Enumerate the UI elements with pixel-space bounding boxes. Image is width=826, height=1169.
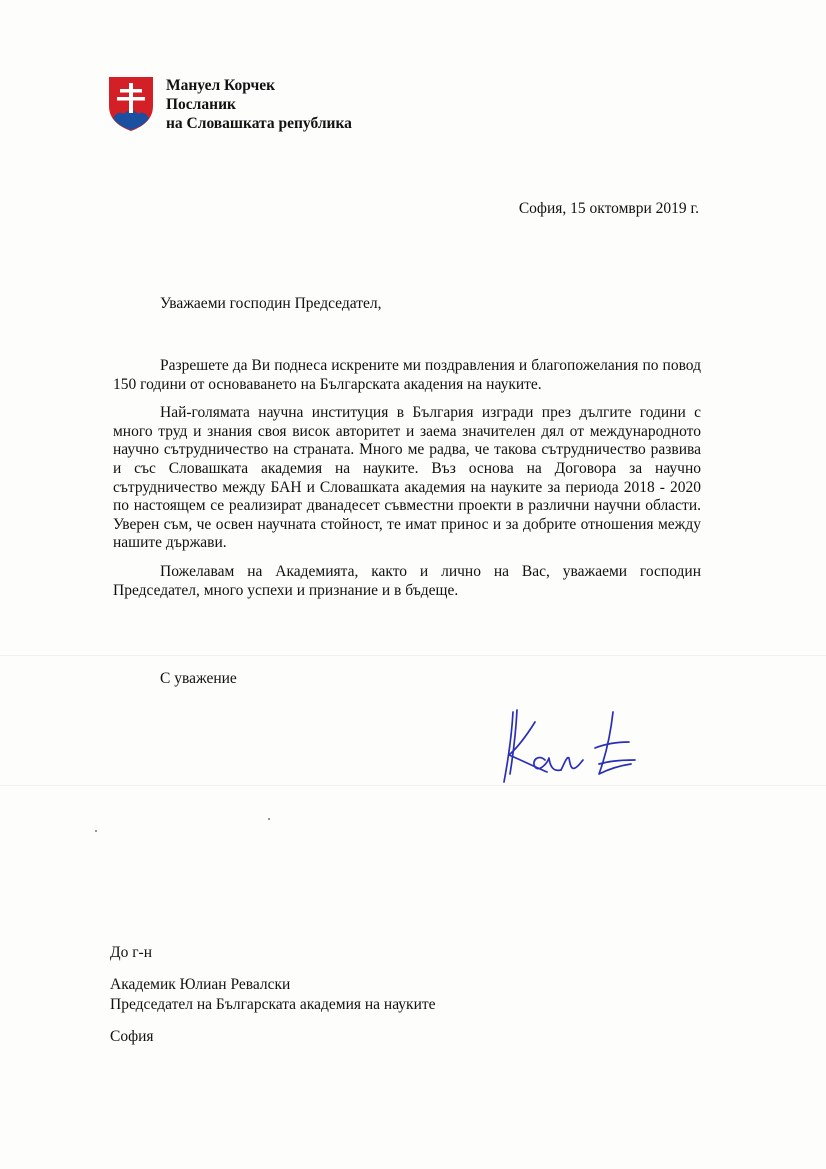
paper-speck <box>95 830 97 832</box>
recipient-prefix: До г-н <box>110 944 153 961</box>
sender-organization: на Словашката република <box>166 115 352 132</box>
body-paragraph: Разрешете да Ви поднеса искрените ми поздравления и благопожелания по повод 150 години от основаването на Българската акадения на науките. <box>113 357 701 393</box>
handwritten-signature <box>495 700 645 790</box>
body-paragraph: Най-голямата научна институция в България изгради през дългите години с много труд и знания своя висок авторитет и заема значителен дял от международното научно сътрудничество на страната. Много ме радва, че такова сътрудничество развива и със Словашката академия на науките. Въз основа на Договора за научно сътрудничество между БАН и Словашката академия на науките за периода 2018 - 2020 по настоящем се реализират дванадесет съвместни проекти в различни научни области. Уверен съм, че освен научната стойност, те имат принос и за добрите отношения между нашите държави. <box>113 404 701 552</box>
closing-phrase: С уважение <box>160 670 237 687</box>
body-paragraph: Пожелавам на Академията, както и лично на Вас, уважаеми господин Председател, много успехи и признание и в бъдеще. <box>113 562 701 599</box>
sender-block <box>166 76 352 133</box>
date-line: София, 15 октомври 2019 г. <box>518 200 699 217</box>
sender-name: Мануел Корчек <box>166 77 276 94</box>
paper-fold-line <box>0 655 826 656</box>
paper-fold-line <box>0 785 826 786</box>
recipient-position: Председател на Българската академия на науките <box>110 996 436 1013</box>
paper-speck <box>268 818 270 820</box>
recipient-block <box>110 943 436 1047</box>
slovak-coat-of-arms-icon <box>108 76 154 132</box>
recipient-name: Академик Юлиан Ревалски <box>110 976 291 993</box>
recipient-city: София <box>110 1028 154 1045</box>
salutation: Уважаеми господин Председател, <box>160 295 382 312</box>
sender-title: Посланик <box>166 96 236 113</box>
letter-body <box>113 357 701 610</box>
